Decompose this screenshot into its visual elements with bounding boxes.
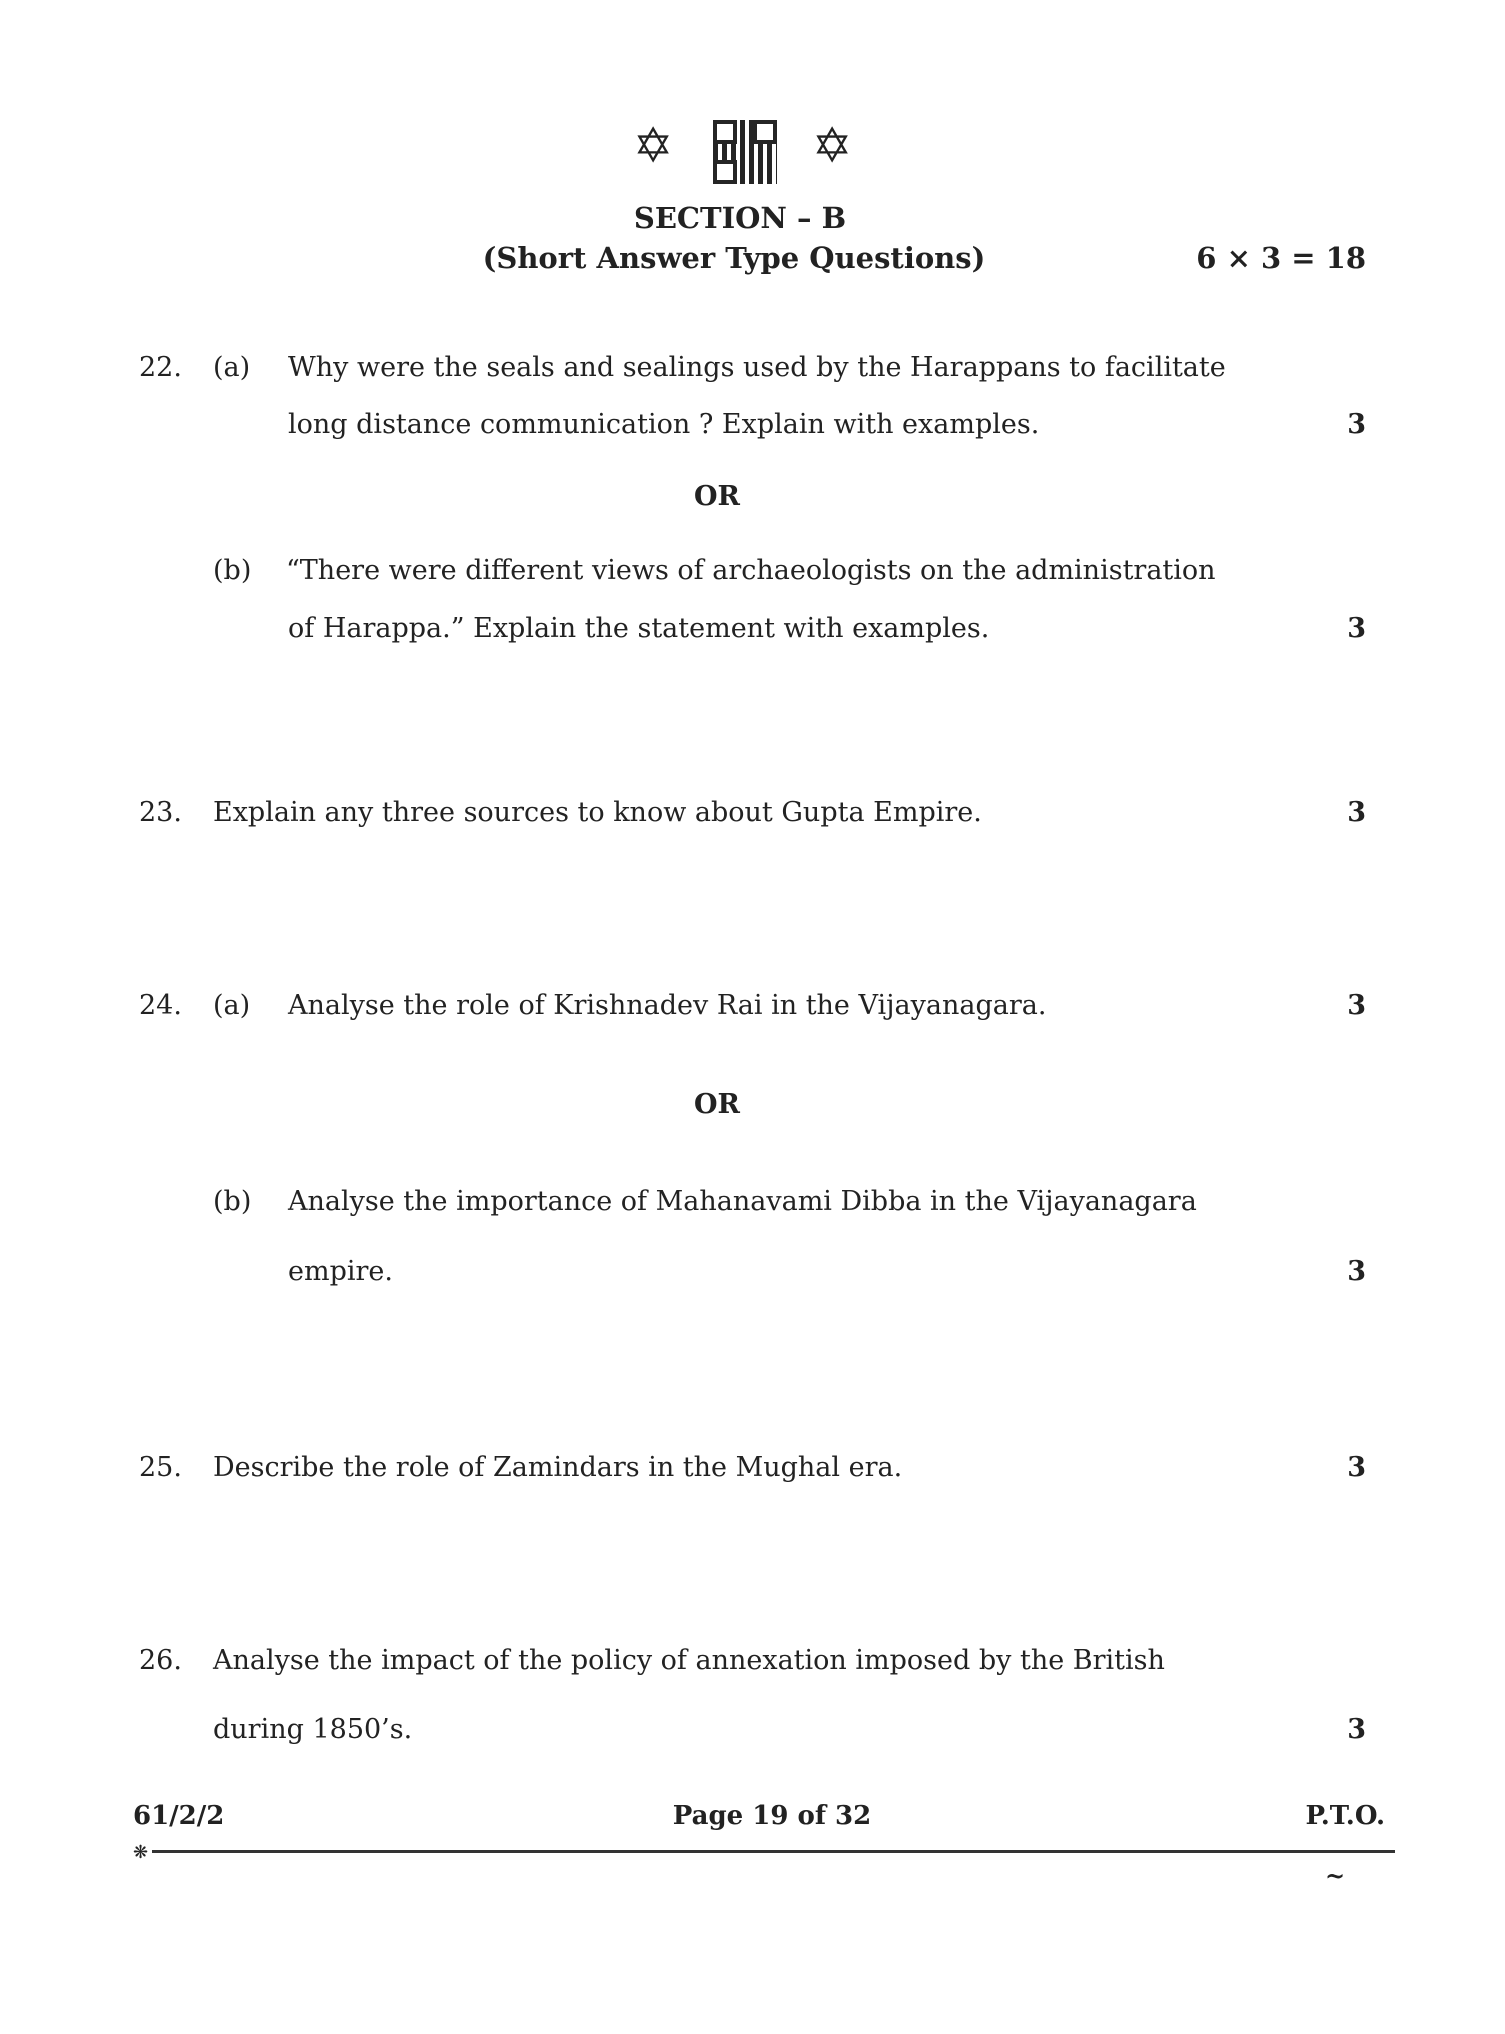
marks: 3 xyxy=(1347,990,1366,1021)
question-text: during 1850’s. xyxy=(213,1714,413,1745)
question-text: Analyse the impact of the policy of annexation imposed by the British xyxy=(213,1645,1165,1676)
question-text: of Harappa.” Explain the statement with examples. xyxy=(288,613,990,644)
marks: 3 xyxy=(1347,613,1366,644)
paper-code: 61/2/2 xyxy=(133,1801,225,1831)
question-text: Describe the role of Zamindars in the Mughal era. xyxy=(213,1452,903,1483)
marks: 3 xyxy=(1347,1256,1366,1287)
marks: 3 xyxy=(1347,1452,1366,1483)
marks: 3 xyxy=(1347,1714,1366,1745)
option-label: (b) xyxy=(213,555,252,586)
question-number: 23. xyxy=(139,797,182,828)
marks: 3 xyxy=(1347,409,1366,440)
qr-code xyxy=(713,120,777,184)
pto-label: P.T.O. xyxy=(1305,1801,1385,1831)
footer-rule xyxy=(152,1850,1395,1853)
star-of-david-icon: ✡ xyxy=(812,118,853,174)
section-title: SECTION – B xyxy=(633,201,847,235)
footer-ornament-icon: ❋ xyxy=(133,1842,149,1863)
question-number: 24. xyxy=(139,990,182,1021)
option-label: (a) xyxy=(213,352,251,383)
question-number: 26. xyxy=(139,1645,182,1676)
section-marks: 6 × 3 = 18 xyxy=(1196,241,1366,275)
question-text: empire. xyxy=(288,1256,393,1287)
question-text: Analyse the importance of Mahanavami Dibba in the Vijayanagara xyxy=(288,1186,1197,1217)
question-text: Why were the seals and sealings used by the Harappans to facilitate xyxy=(288,352,1226,383)
section-subtitle: (Short Answer Type Questions) xyxy=(482,241,986,275)
or-label: OR xyxy=(694,1089,740,1120)
page-number: Page 19 of 32 xyxy=(672,1801,872,1831)
option-label: (b) xyxy=(213,1186,252,1217)
question-number: 22. xyxy=(139,352,182,383)
marks: 3 xyxy=(1347,797,1366,828)
question-text: “There were different views of archaeologists on the administration xyxy=(286,555,1216,586)
footer-mark: ~ xyxy=(1325,1861,1346,1890)
option-label: (a) xyxy=(213,990,251,1021)
star-of-david-icon: ✡ xyxy=(633,118,674,174)
question-text: Analyse the role of Krishnadev Rai in the Vijayanagara. xyxy=(288,990,1047,1021)
question-number: 25. xyxy=(139,1452,182,1483)
or-label: OR xyxy=(694,481,740,512)
question-text: Explain any three sources to know about Gupta Empire. xyxy=(213,797,982,828)
question-text: long distance communication ? Explain with examples. xyxy=(288,409,1040,440)
